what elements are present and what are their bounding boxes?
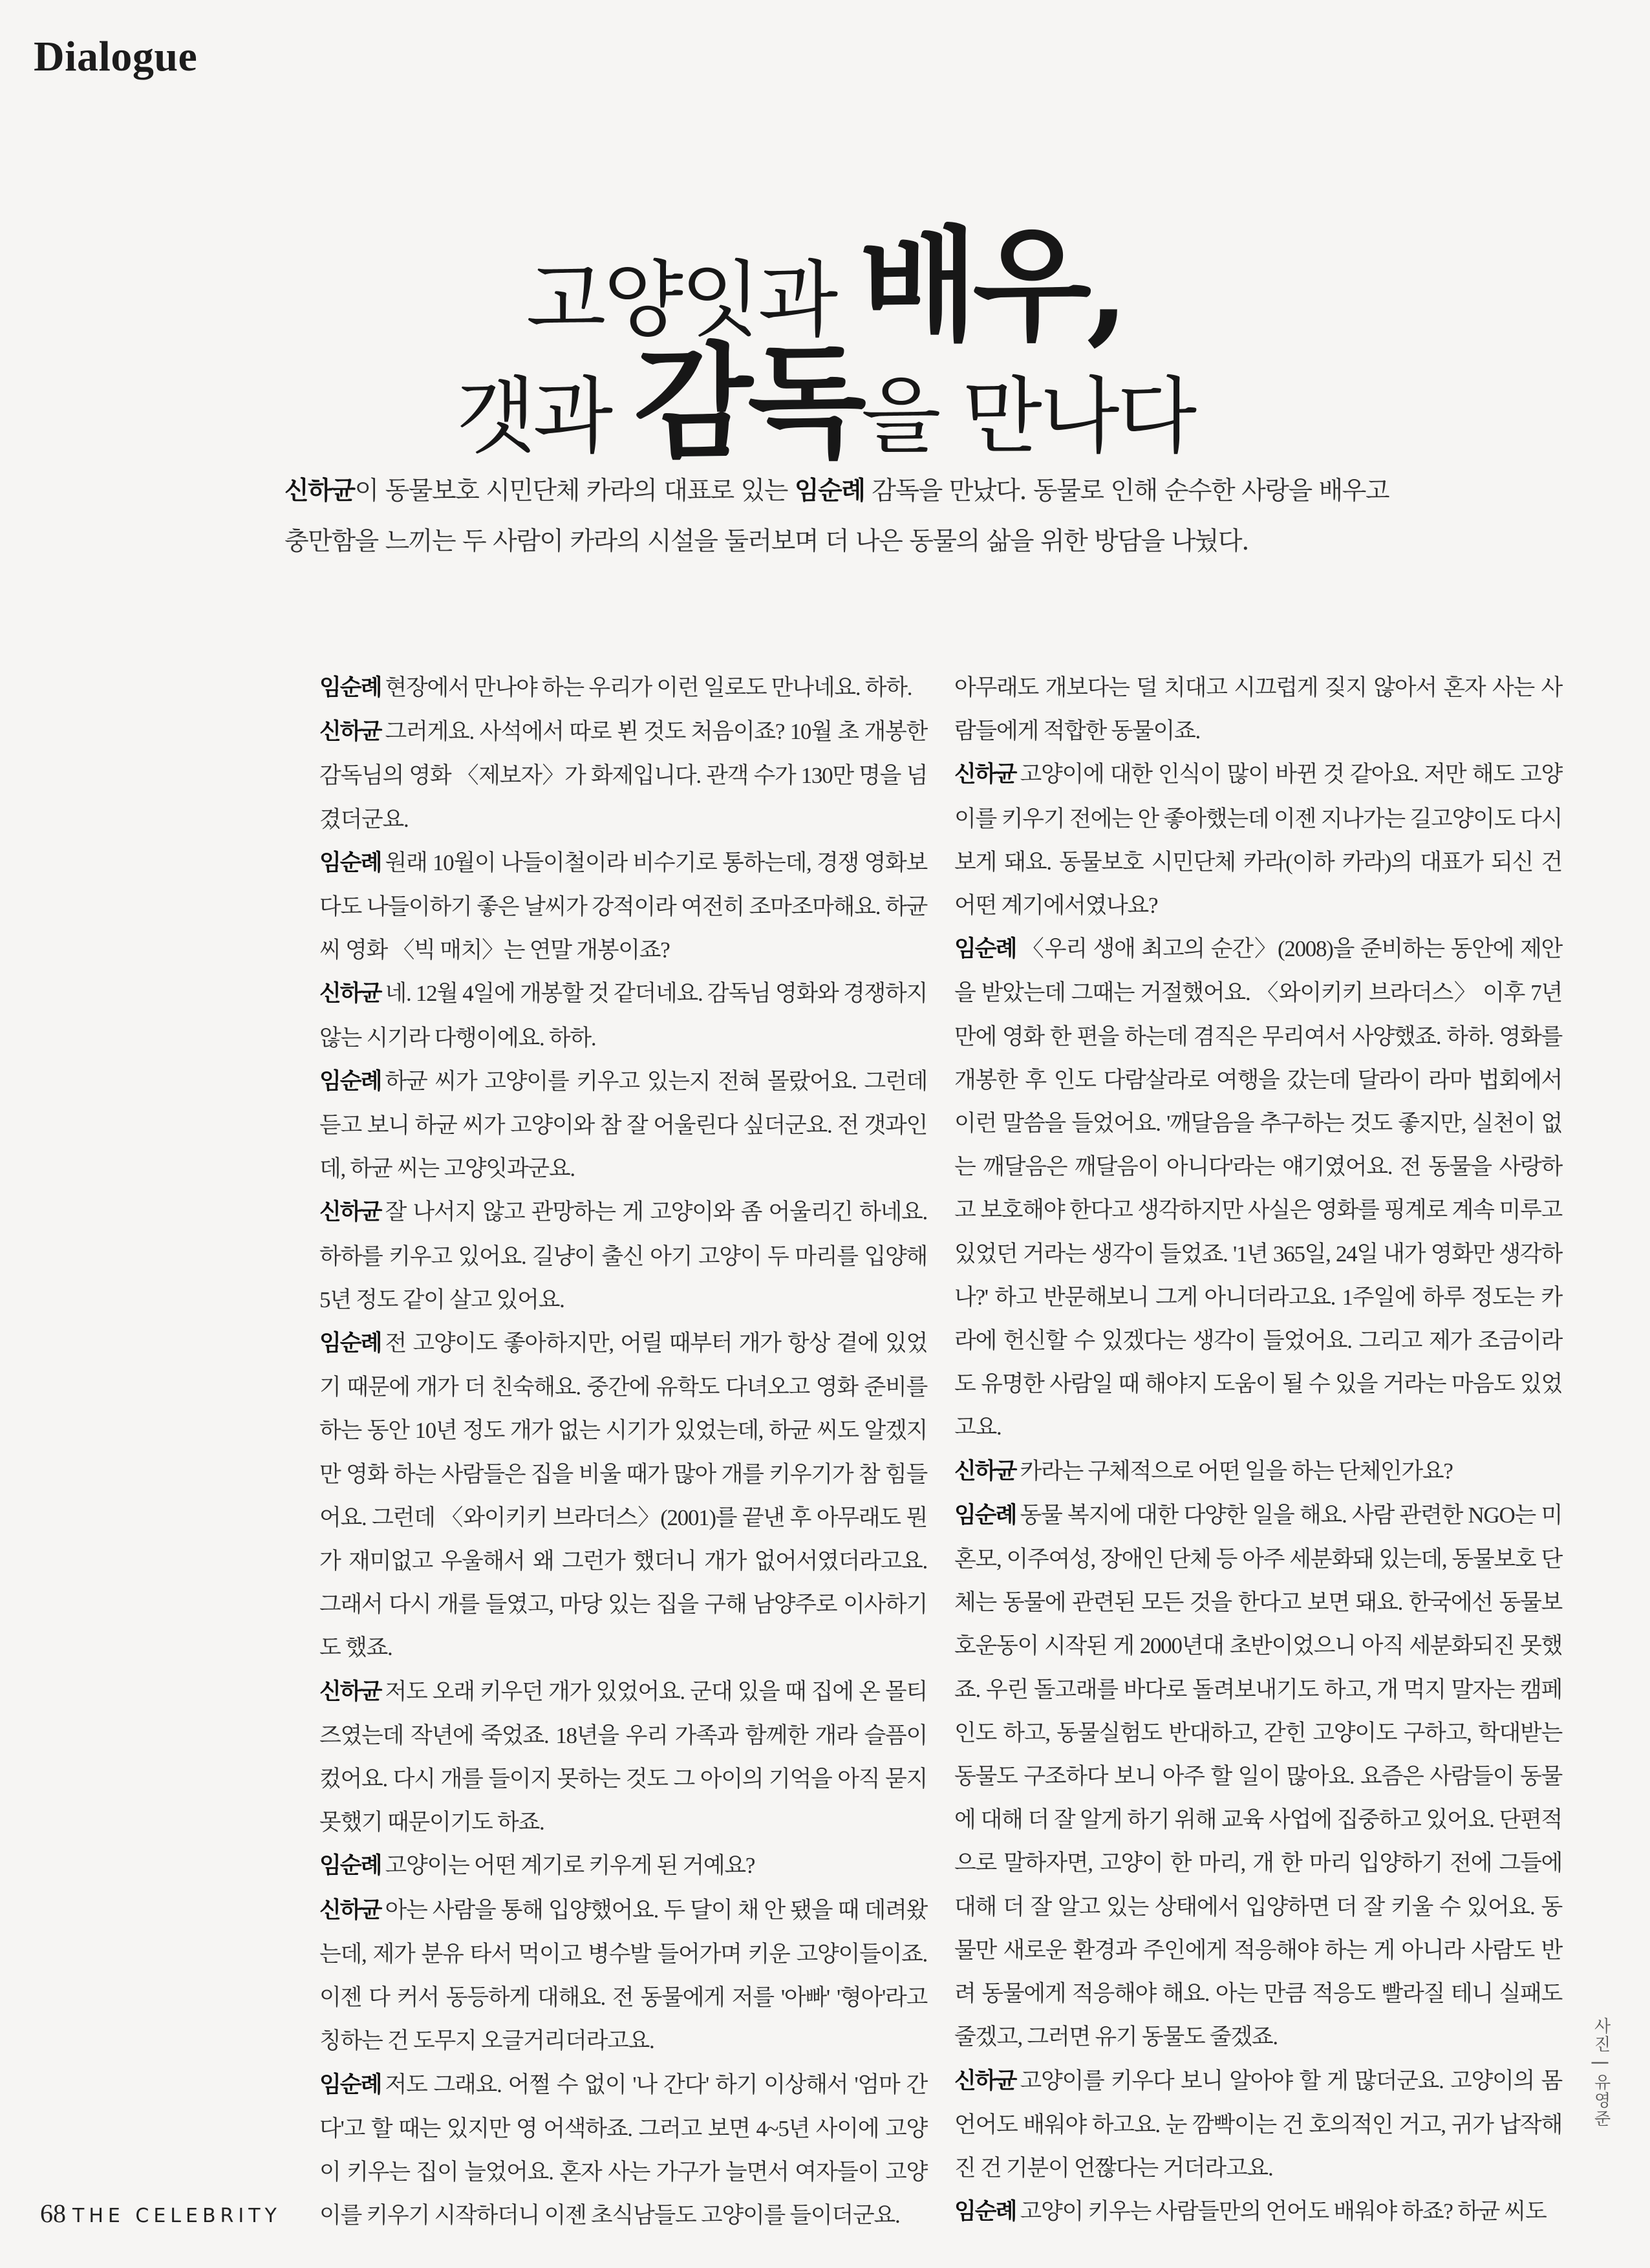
headline-text: 을 만나다 — [861, 369, 1195, 465]
speaker-name: 신하균 — [319, 1897, 381, 1923]
speaker-name: 신하균 — [319, 1678, 381, 1705]
dialogue-paragraph — [954, 927, 1562, 1449]
dialogue-text: 저도 그래요. 어쩔 수 없이 '나 간다' 하기 이상해서 '엄마 간다'고 할 때는 있지만 영 어색하죠. 그러고 보면 4~5년 사이에 고양이 키우는 집이 늘었어요. 혼자 사는 가구가 늘면서 여자들이 고양이를 키우기 시작하더니 이젠 초식남들도 고양이를 들이더군요. — [319, 2071, 927, 2229]
dialogue-text: 카라는 구체적으로 어떤 일을 하는 단체인가요? — [1020, 1458, 1453, 1484]
photo-credit: 사진 | 유영준 — [1591, 2017, 1611, 2128]
headline-text: 갯과 — [455, 369, 634, 465]
lede-name: 임순례 — [794, 476, 865, 506]
dialogue-paragraph — [319, 2063, 927, 2238]
dialogue-paragraph — [954, 1450, 1562, 1493]
dialogue-text: 아는 사람을 통해 입양했어요. 두 달이 채 안 됐을 때 데려왔는데, 제가 분유 타서 먹이고 병수발 들어가며 키운 고양이들이죠. 이젠 다 커서 동등하게 대해요. 전 동물에게 저를 '아빠' '형아'라고 칭하는 건 도무지 오글거리더라고요. — [319, 1897, 927, 2054]
headline-emphasis: 배우, — [859, 213, 1124, 358]
speaker-name: 신하균 — [319, 981, 381, 1007]
dialogue-paragraph — [319, 1844, 927, 1888]
headline-emphasis: 감독 — [634, 330, 861, 474]
speaker-name: 임순례 — [319, 2071, 381, 2098]
dialogue-text: 저도 오래 키우던 개가 있었어요. 군대 있을 때 집에 온 몰티즈였는데 작년에 죽었죠. 18년을 우리 가족과 함께한 개라 슬픔이 컸어요. 다시 개를 들이지 못하는 것도 그 아이의 기억을 아직 묻지 못했기 때문이기도 하죠. — [319, 1678, 927, 1835]
dialogue-paragraph — [319, 666, 927, 710]
dialogue-text: 원래 10월이 나들이철이라 비수기로 통하는데, 경쟁 영화보다도 나들이하기 좋은 날씨가 강적이라 여전히 조마조마해요. 하균 씨 영화 〈빅 매치〉는 연말 개봉이죠? — [319, 850, 927, 963]
speaker-name: 임순례 — [319, 675, 381, 701]
dialogue-paragraph — [954, 2059, 1562, 2190]
dialogue-paragraph — [319, 710, 927, 841]
speaker-name: 신하균 — [954, 1458, 1016, 1484]
dialogue-text: 네. 12월 4일에 개봉할 것 같더네요. 감독님 영화와 경쟁하지 않는 시기라 다행이에요. 하하. — [319, 981, 927, 1051]
speaker-name: 임순례 — [319, 1331, 381, 1357]
dialogue-text: 잘 나서지 않고 관망하는 게 고양이와 좀 어울리긴 하네요. 하하를 키우고 있어요. 길냥이 출신 아기 고양이 두 마리를 입양해 5년 정도 같이 살고 있어요. — [319, 1199, 927, 1312]
dialogue-text: 현장에서 만나야 하는 우리가 이런 일로도 만나네요. 하하. — [385, 675, 912, 700]
speaker-name: 신하균 — [954, 762, 1016, 788]
speaker-name: 임순례 — [319, 1853, 381, 1879]
magazine-name: THE CELEBRITY — [72, 2205, 281, 2227]
dialogue-paragraph — [954, 666, 1562, 753]
speaker-name: 신하균 — [954, 2068, 1016, 2094]
dialogue-paragraph — [319, 1321, 927, 1670]
headline-line-2 — [0, 304, 1650, 480]
lede-text: 이 동물보호 시민단체 카라의 대표로 있는 — [354, 476, 795, 506]
dialogue-text: 〈우리 생애 최고의 순간〉(2008)을 준비하는 동안에 제안을 받았는데 그때는 거절했어요. 〈와이키키 브라더스〉 이후 7년 만에 영화 한 편을 하는데 겸직은 무리여서 사양했죠. 하하. 영화를 개봉한 후 인도 다람살라로 여행을 갔는데 달라이 라마 법회에서 이런 말씀을 들었어요. '깨달음을 추구하는 것도 좋지만, 실천이 없는 깨달음은 깨달음이 아니다'라는 얘기였어요. 전 동물을 사랑하고 보호해야 한다고 생각하지만 사실은 영화를 핑계로 계속 미루고 있었던 거라는 생각이 들었죠. '1년 365일, 24일 내가 영화만 생각하나?' 하고 반문해보니 그게 아니더라고요. 1주일에 하루 정도는 카라에 헌신할 수 있겠다는 생각이 들었어요. 그리고 제가 조금이라도 유명한 사람일 때 해야지 도움이 될 수 있을 거라는 마음도 있었고요. — [954, 936, 1562, 1440]
speaker-name: 임순례 — [954, 2199, 1016, 2225]
lede-name: 신하균 — [284, 476, 355, 506]
dialogue-paragraph — [319, 1060, 927, 1191]
speaker-name: 임순례 — [319, 1068, 381, 1095]
dialogue-paragraph — [954, 1493, 1562, 2059]
dialogue-paragraph — [954, 2190, 1562, 2234]
dialogue-text: 하균 씨가 고양이를 키우고 있는지 전혀 몰랐어요. 그런데 듣고 보니 하균 씨가 고양이와 참 잘 어울린다 싶더군요. 전 갯과인데, 하균 씨는 고양잇과군요. — [319, 1068, 927, 1182]
dialogue-paragraph — [319, 972, 927, 1059]
speaker-name: 신하균 — [319, 1199, 381, 1226]
dialogue-text: 전 고양이도 좋아하지만, 어릴 때부터 개가 항상 곁에 있었기 때문에 개가 더 친숙해요. 중간에 유학도 다녀오고 영화 준비를 하는 동안 10년 정도 개가 없는 시기가 있었는데, 하균 씨도 알겠지만 영화 하는 사람들은 집을 비울 때가 많아 개를 키우기가 참 힘들어요. 그런데 〈와이키키 브라더스〉(2001)를 끝낸 후 아무래도 뭔가 재미없고 우울해서 왜 그런가 했더니 개가 없어서였더라고요. 그래서 다시 개를 들였고, 마당 있는 집을 구해 남양주로 이사하기도 했죠. — [319, 1331, 927, 1661]
speaker-name: 임순례 — [319, 850, 381, 876]
dialogue-text: 고양이 키우는 사람들만의 언어도 배워야 하죠? 하균 씨도 — [1020, 2199, 1547, 2225]
lede-text: 감독을 만났다. 동물로 인해 순수한 사랑을 배우고 충만함을 느끼는 두 사람이 카라의 시설을 둘러보며 더 나은 동물의 삶을 위한 방담을 나눴다. — [284, 476, 1389, 556]
lede — [284, 465, 1397, 567]
page-number: 68 — [40, 2199, 66, 2228]
speaker-name: 임순례 — [954, 936, 1016, 963]
headline-text: 고양잇과 — [526, 252, 860, 348]
dialogue-paragraph — [954, 753, 1562, 927]
dialogue-paragraph — [319, 1190, 927, 1321]
section-label: Dialogue — [34, 33, 198, 80]
dialogue-text: 그러게요. 사석에서 따로 뵌 것도 처음이죠? 10월 초 개봉한 감독님의 영화 〈제보자〉가 화제입니다. 관객 수가 130만 명을 넘겼더군요. — [319, 719, 927, 832]
dialogue-text: 동물 복지에 대한 다양한 일을 해요. 사람 관련한 NGO는 미혼모, 이주여성, 장애인 단체 등 아주 세분화돼 있는데, 동물보호 단체는 동물에 관련된 모든 것을 한다고 보면 돼요. 한국에선 동물보호운동이 시작된 게 2000년대 초반이었으니 아직 세분화되진 못했죠. 우린 돌고래를 바다로 돌려보내기도 하고, 개 먹지 말자는 캠페인도 하고, 동물실험도 반대하고, 갇힌 고양이도 구하고, 학대받는 동물도 구조하다 보니 아주 할 일이 많아요. 요즘은 사람들이 동물에 대해 더 잘 알게 하기 위해 교육 사업에 집중하고 있어요. 단편적으로 말하자면, 고양이 한 마리, 개 한 마리 입양하기 전에 그들에 대해 더 잘 알고 있는 상태에서 입양하면 더 잘 키울 수 있어요. 동물만 새로운 환경과 주인에게 적응해야 하는 게 아니라 사람도 반려 동물에게 적응해야 해요. 아는 만큼 적응도 빨라질 테니 실패도 줄겠고, 그러면 유기 동물도 줄겠죠. — [954, 1502, 1562, 2050]
dialogue-paragraph — [319, 841, 927, 972]
dialogue-paragraph — [319, 1670, 927, 1845]
speaker-name: 임순례 — [954, 1502, 1016, 1528]
dialogue-text: 아무래도 개보다는 덜 치대고 시끄럽게 짖지 않아서 혼자 사는 사람들에게 적합한 동물이죠. — [954, 675, 1562, 744]
dialogue-text: 고양이는 어떤 계기로 키우게 된 거예요? — [385, 1853, 755, 1879]
article-column-left — [319, 666, 927, 2237]
dialogue-text: 고양이에 대한 인식이 많이 바뀐 것 같아요. 저만 해도 고양이를 키우기 전에는 안 좋아했는데 이젠 지나가는 길고양이도 다시 보게 돼요. 동물보호 시민단체 카라(이하 카라)의 대표가 되신 건 어떤 계기에서였나요? — [954, 762, 1562, 919]
page-folio — [40, 2198, 281, 2229]
dialogue-text: 고양이를 키우다 보니 알아야 할 게 많더군요. 고양이의 몸언어도 배워야 하고요. 눈 깜빡이는 건 호의적인 거고, 귀가 납작해진 건 기분이 언짢다는 거더라고요. — [954, 2068, 1562, 2181]
dialogue-paragraph — [319, 1888, 927, 2063]
article-column-right — [954, 666, 1562, 2234]
speaker-name: 신하균 — [319, 719, 381, 745]
